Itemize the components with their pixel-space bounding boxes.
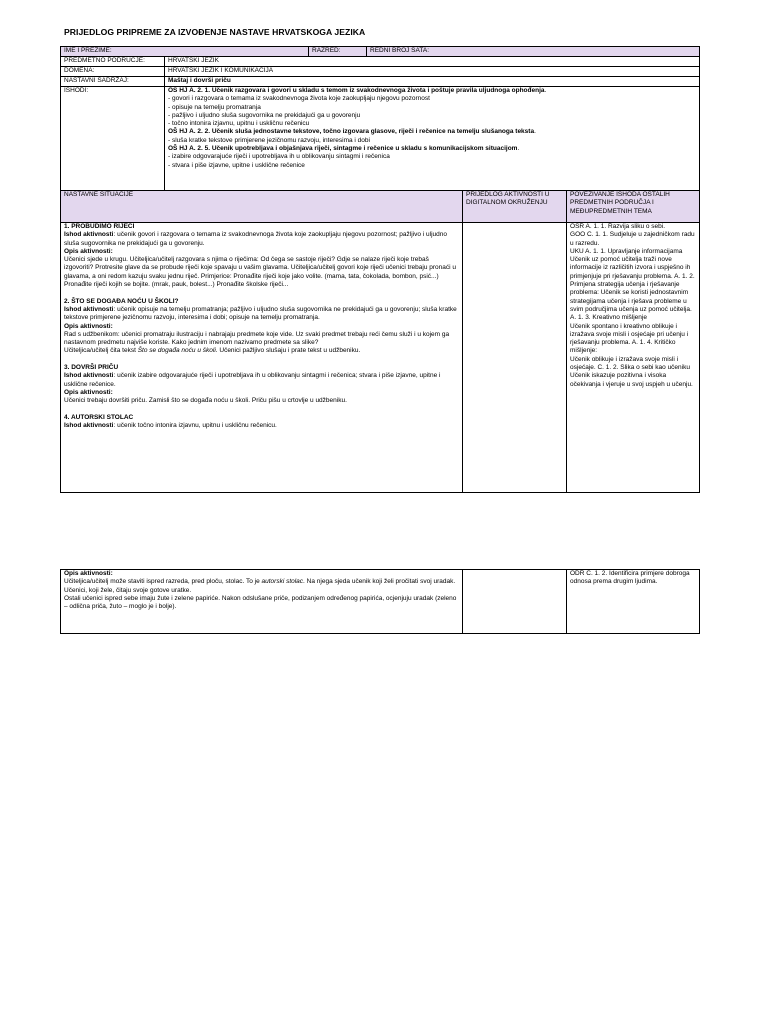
outcome-3-item: - stvara i piše izjavne, upitne i usklične rečenice [168,161,305,169]
outcome-2-item: - sluša kratke tekstove primjerene jezičnomu razvoju, interesima i dobi [168,136,370,144]
outcome-1: OŠ HJ A. 2. 1. Učenik razgovara i govori u skladu s temom iz svakodnevnoga života i poštuje pravila uljudnoga ophođenja. [168,87,547,94]
ishodi-row [61,87,700,191]
header-row [61,47,700,57]
podrucje-value: HRVATSKI JEZIK [165,57,700,67]
outcome-3-item: - izabire odgovarajuće riječi i upotrebljava ih u oblikovanju sintagmi i rečenica [168,153,390,161]
podrucje-label: PREDMETNO PODRUČJE: [61,57,165,67]
activity-4-ishod: Ishod aktivnosti: učenik točno intonira izjavnu, upitnu i uskličnu rečenicu. [64,422,277,430]
sadrzaj-value: Maštaj i dovrši priču [165,77,700,87]
povezivanje-item: Učenik iskazuje pozitivna i visoka očekivanja i vjeruje u svoj uspjeh u učenju. [570,372,693,388]
povezivanje-item: Učenik uz pomoć učitelja traži nove informacije iz različitih izvora i uspješno ih primjenjuje pri rješavanju problema. A. 1. 2. Primjena strategija učenja i rješavanje problema: Učenik se koristi jednostavnim strategijama učenja i rješava probleme u svim područjima učenja uz pomoć učitelja. A. 1. 3. Kreativno mišljenje [570,256,695,322]
digital-cell-2 [463,570,567,634]
activity-2-ishod: Ishod aktivnosti: učenik opisuje na temelju promatranja; pažljivo i uljudno sluša sugovornika ne prekidajući ga u govorenju; sluša kratke tekstove primjerene jezičnomu razvoju, interesima i dobi; opisuje na temelju promatranja. [64,305,457,322]
ishodi-content [165,87,700,191]
povezivanje-item: Učenik oblikuje i izražava svoje misli i osjećaje. C. 1. 2. Slika o sebi kao učeniku [570,355,690,372]
povezivanje-item: Učenik spontano i kreativno oblikuje i izražava svoje misli i osjećaje pri učenju i rješavanju problema. A. 1. 4. Kritičko mišljenje: [570,322,689,355]
activity-3-ishod: Ishod aktivnosti: učenik izabire odgovarajuće riječi i upotrebljava ih u oblikovanju sintagmi i rečenica; stvara i piše izjavne, upitne i usklične rečenice. [64,372,441,388]
activity-2-reading: Učiteljica/učitelj čita tekst Što se događa noću u školi. Učenici pažljivo slušaju i prate tekst u udžbeniku. [64,347,361,355]
povezivanje-item: GOO C. 1. 1. Sudjeluje u zajedničkom radu u razredu. [570,231,695,247]
activity-4-row [61,570,700,634]
povezivanje-item: OSR A. 1. 1. Razvija sliku o sebi. [570,223,666,230]
domena-label: DOMENA: [61,67,165,77]
outcome-3: OŠ HJ A. 2. 5. Učenik upotrebljava i objašnjava riječi, sintagme i rečenice u skladu s komunikacijskom situacijom. [168,145,520,153]
activity-2-title: 2. ŠTO SE DOGAĐA NOĆU U ŠKOLI? [64,297,179,305]
activity-4-opis-2: Ostali učenici ispred sebe imaju žute i zelene papiriće. Nakon odslušane priče, podizanjem određenog papirića, ocjenjuju uradak (zeleno – odlična priča, žuto – moglo je i bolje). [64,594,457,611]
activity-3-opis-label: Opis aktivnosti: [64,388,113,396]
activity-2-opis-label: Opis aktivnosti: [64,322,113,330]
col-header-situacije: NASTAVNE SITUACIJE [61,191,463,223]
sadrzaj-label: NASTAVNI SADRŽAJ: [61,77,165,87]
activity-4-opis-label: Opis aktivnosti: [64,570,113,577]
col-header-digital: PRIJEDLOG AKTIVNOSTI U DIGITALNOM OKRUŽENJU [463,191,567,223]
activity-1-opis-label: Opis aktivnosti: [64,247,113,255]
povezivanje-cell-2: ODR C. 1. 2. Identificira primjere dobroga odnosa prema drugim ljudima. [567,570,700,634]
activity-1-title: 1. PROBUDIMO RIJEČI [64,223,135,230]
domena-row [61,67,700,77]
activities-cell [61,223,463,493]
outcome-1-item: - točno intonira izjavnu, upitnu i uskličnu rečenicu [168,120,310,128]
activity-2-opis: Rad s udžbenikom: učenici promatraju ilustraciju i nabrajaju predmete koje vide. Uz svaki predmet trebaju reći čemu služi i u kojem ga nastavnom predmetu najviše koriste. Kako jednim imenom nazivamo predmete sa slike? [64,330,450,347]
ishodi-label: ISHODI: [61,87,165,191]
activities-row [61,223,700,493]
activity-4-cell [61,570,463,634]
col-header-povezivanje: POVEZIVANJE ISHODA OSTALIH PREDMETNIH PODRUČJA I MEĐUPREDMETNIH TEMA [567,191,700,223]
activity-1-ishod: Ishod aktivnosti: učenik govori i razgovara o temama iz svakodnevnoga života koje zaokupljaju njegovu pozornost; pažljivo i uljudno sluša sugovornika ne prekidajući ga u govorenju. [64,231,447,247]
activity-3-opis: Učenici trebaju dovršiti priču. Zamisli što se događa noću u školi. Priču pišu u crtovlje u udžbeniku. [64,397,347,405]
outcome-1-item: - opisuje na temelju promatranja [168,103,261,111]
povezivanje-cell [567,223,700,493]
redni-broj-label: REDNI BROJ SATA: [367,47,700,57]
outcome-2: OŠ HJ A. 2. 2. Učenik sluša jednostavne tekstove, točno izgovara glasove, riječi i rečenice na temelju slušanoga teksta. [168,128,536,136]
column-header-row [61,191,700,223]
activity-1-opis: Učenici sjede u krugu. Učiteljica/učitelj razgovara s njima o riječima: Od čega se sastoje riječi? Gdje se nalaze riječi koje trebaš izgovoriti? Protresite glave da se probude riječi koje spavaju u vašim glavama. Učiteljica/učitelj govori koje riječi učenici trebaju pronaći u glavama, a oni redom kazuju svaku jednu riječ. Primjerice: Pronađite riječi koje jako volite. (mama, tata, čokolada, bombon, psić...) Pronađite riječi kojih se bojite. (mrak, pauk, bolest...) Pronađite školske riječi... [64,256,456,289]
activity-4-title: 4. AUTORSKI STOLAC [64,413,134,421]
outcome-1-item: - pažljivo i uljudno sluša sugovornika ne prekidajući ga u govorenju [168,111,361,119]
ime-label: IME I PREZIME: [61,47,309,57]
podrucje-row [61,57,700,67]
page-title: PRIJEDLOG PRIPREME ZA IZVOĐENJE NASTAVE HRVATSKOGA JEZIKA [64,27,366,37]
lesson-plan-table-continued [60,569,700,634]
activity-3-title: 3. DOVRŠI PRIČU [64,364,119,372]
razred-label: RAZRED: [309,47,367,57]
sadrzaj-row [61,77,700,87]
domena-value: HRVATSKI JEZIK I KOMUNIKACIJA [165,67,700,77]
lesson-plan-table [60,46,700,493]
activity-4-opis: Učiteljica/učitelj može staviti ispred razreda, pred ploču, stolac. To je autorski stolac. Na njega sjeda učenik koji želi pročitati svoj uradak. Učenici, koji žele, čitaju svoje gotove uratke. [64,578,456,594]
outcome-1-item: - govori i razgovara o temama iz svakodnevnoga života koje zaokupljaju njegovu pozornost [168,95,430,103]
digital-cell [463,223,567,493]
povezivanje-item: UKU A. 1. 1. Upravljanje informacijama [570,247,683,255]
